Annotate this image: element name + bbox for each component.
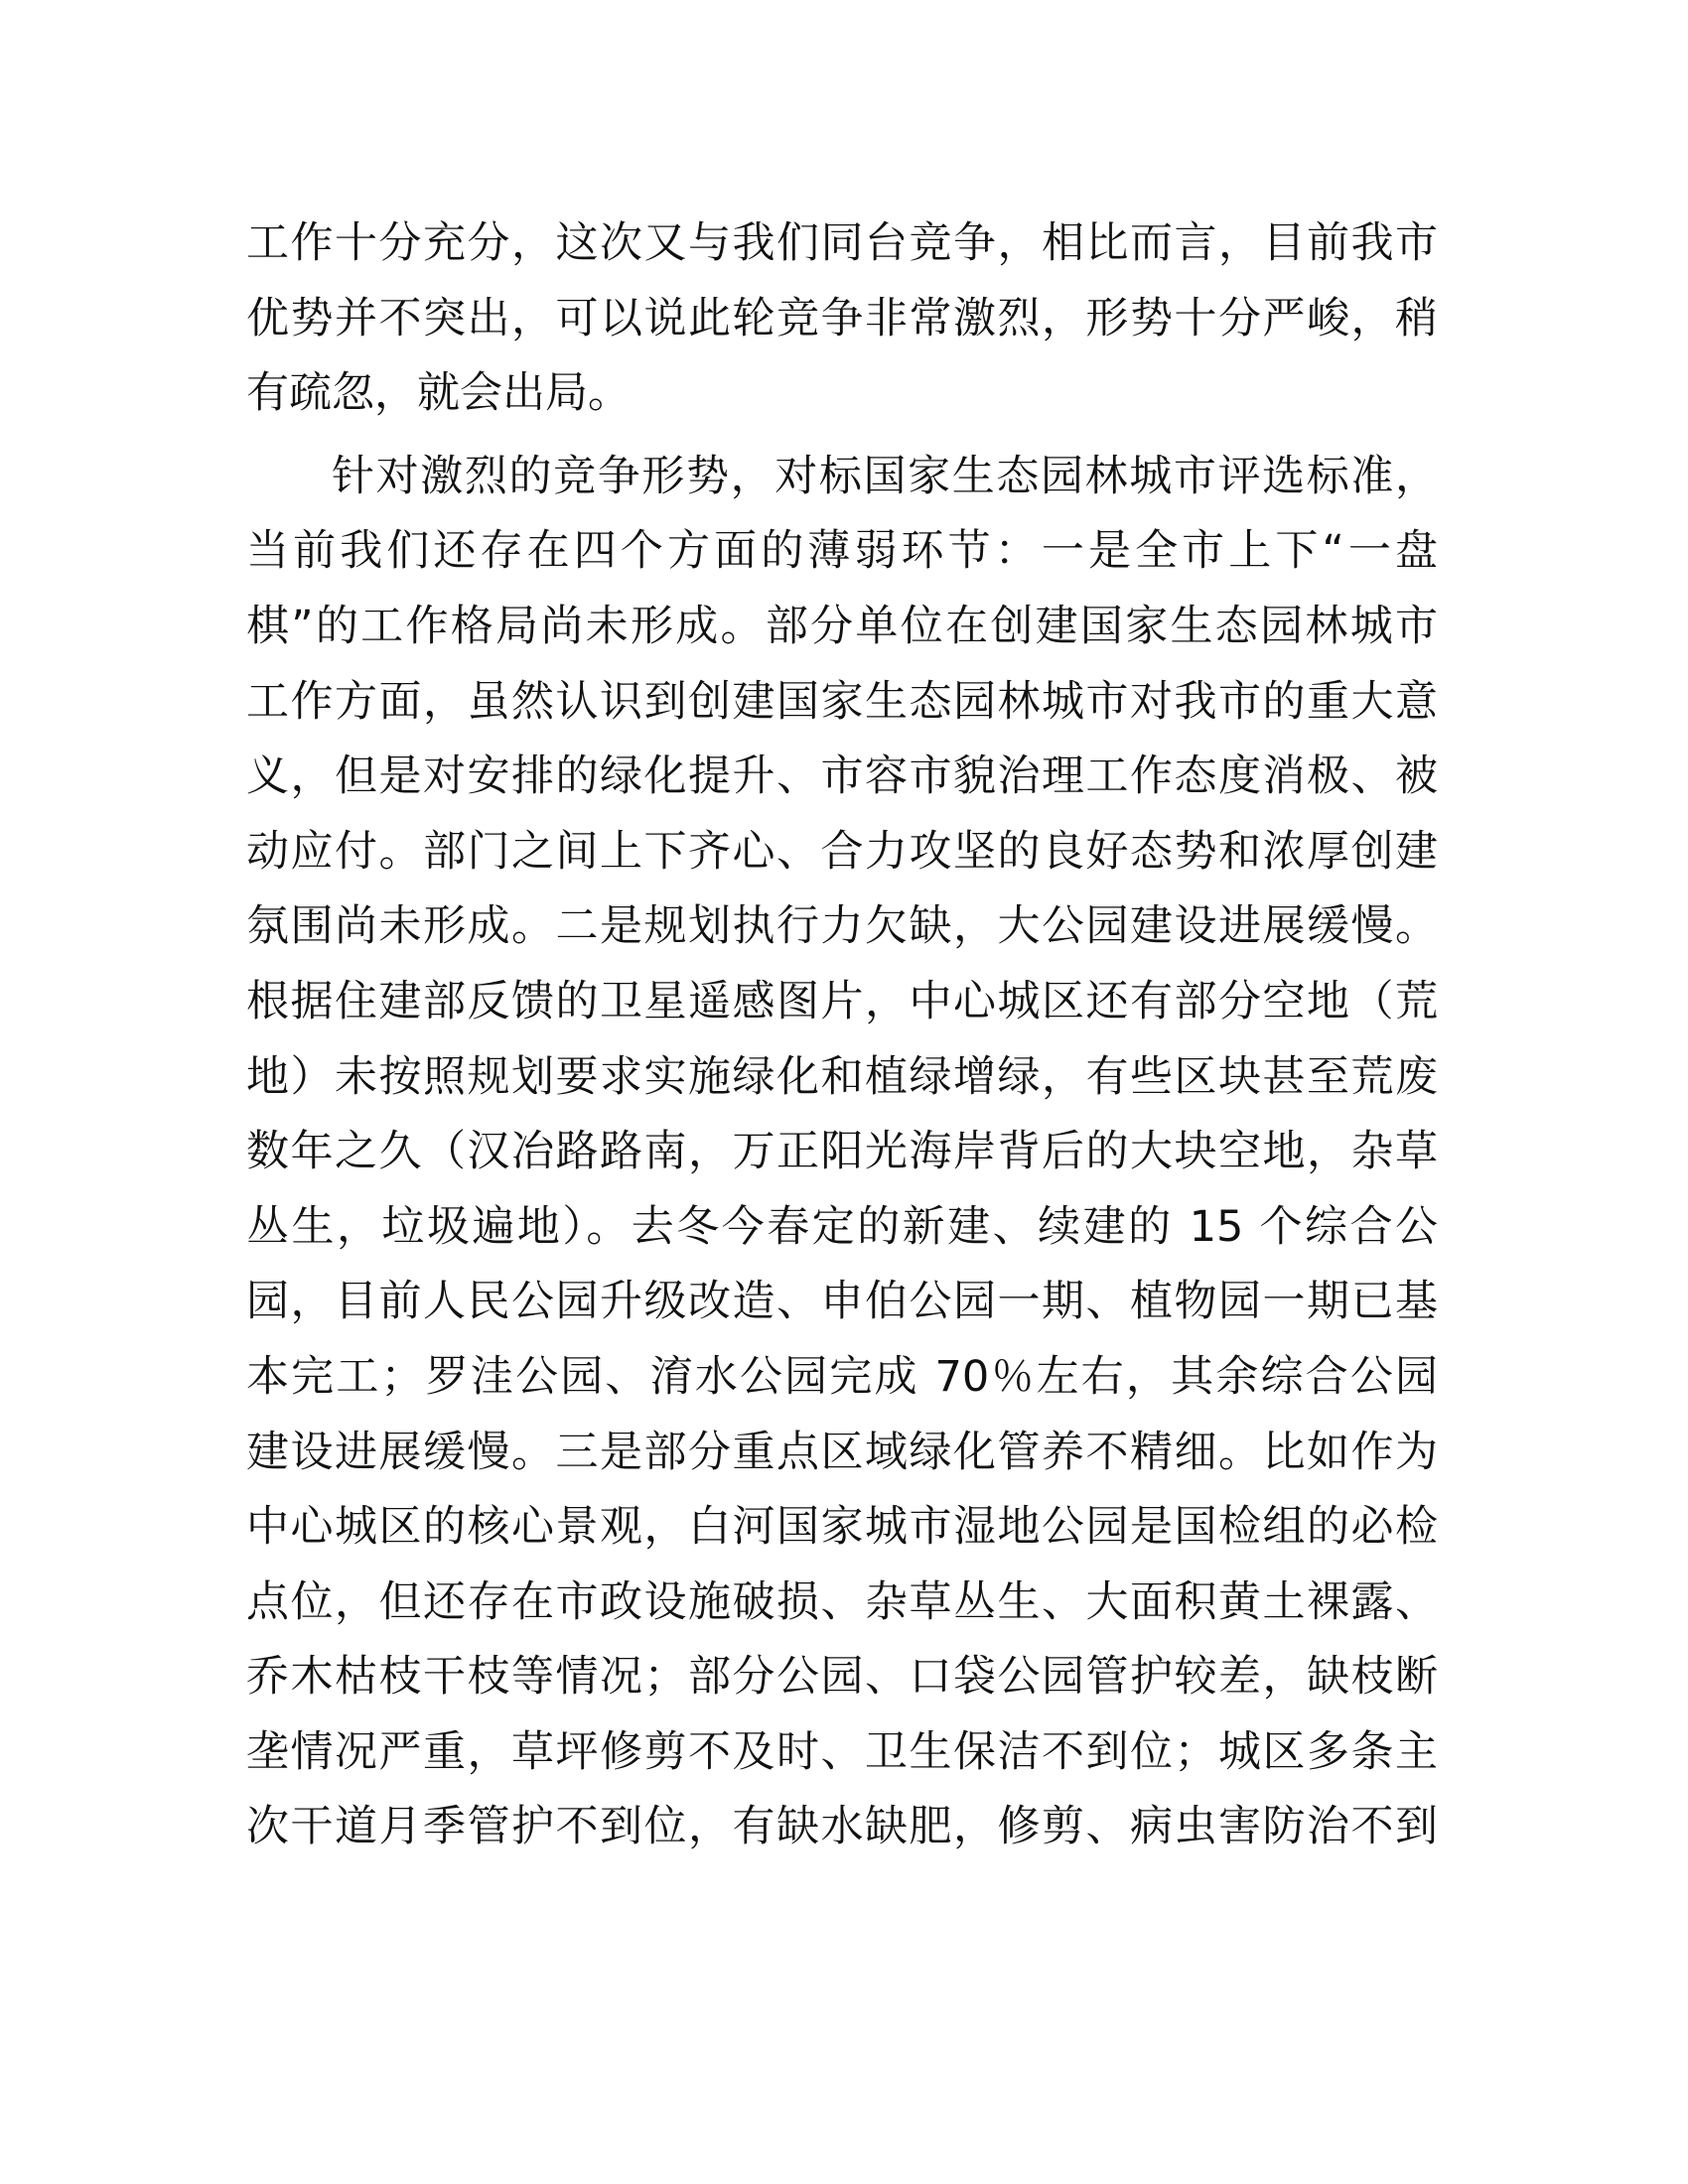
text-line: 建设进展缓慢。三是部分重点区域绿化管养不精细。比如作为 bbox=[246, 1427, 1438, 1477]
text-line: 次干道月季管护不到位，有缺水缺肥，修剪、病虫害防治不到 bbox=[246, 1802, 1438, 1852]
text-line: 乔木枯枝干枝等情况；部分公园、口袋公园管护较差，缺枝断 bbox=[246, 1652, 1438, 1703]
text-line: 地）未按照规划要求实施绿化和植绿增绿，有些区块甚至荒废 bbox=[246, 1051, 1438, 1102]
text-line: 垄情况严重，草坪修剪不及时、卫生保洁不到位；城区多条主 bbox=[246, 1726, 1438, 1777]
text-line: 义，但是对安排的绿化提升、市容市貌治理工作态度消极、被 bbox=[246, 751, 1438, 802]
body-text bbox=[246, 206, 1438, 1865]
text-line: 根据住建部反馈的卫星遥感图片，中心城区还有部分空地（荒 bbox=[246, 976, 1438, 1026]
text-line: 棋”的工作格局尚未形成。部分单位在创建国家生态园林城市 bbox=[246, 601, 1438, 651]
text-line: 数年之久（汉冶路路南，万正阳光海岸背后的大块空地，杂草 bbox=[246, 1127, 1438, 1177]
text-line: 针对激烈的竞争形势，对标国家生态园林城市评选标准， bbox=[332, 451, 1438, 501]
text-line: 氛围尚未形成。二是规划执行力欠缺，大公园建设进展缓慢。 bbox=[246, 901, 1438, 952]
text-line: 动应付。部门之间上下齐心、合力攻坚的良好态势和浓厚创建 bbox=[246, 826, 1438, 877]
text-line: 点位，但还存在市政设施破损、杂草丛生、大面积黄土裸露、 bbox=[246, 1576, 1438, 1627]
text-line: 优势并不突出，可以说此轮竞争非常激烈，形势十分严峻，稍 bbox=[246, 293, 1438, 343]
text-line: 当前我们还存在四个方面的薄弱环节：一是全市上下“一盘 bbox=[246, 526, 1438, 577]
text-line: 本完工；罗洼公园、淯水公园完成 70％左右，其余综合公园 bbox=[246, 1351, 1438, 1402]
text-line: 丛生，垃圾遍地）。去冬今春定的新建、续建的 15 个综合公 bbox=[246, 1201, 1438, 1252]
text-line: 园，目前人民公园升级改造、申伯公园一期、植物园一期已基 bbox=[246, 1277, 1438, 1327]
paragraph bbox=[246, 440, 1438, 1865]
text-line: 工作方面，虽然认识到创建国家生态园林城市对我市的重大意 bbox=[246, 676, 1438, 727]
text-line: 有疏忽，就会出局。 bbox=[246, 368, 631, 419]
text-line: 工作十分充分，这次又与我们同台竞争，相比而言，目前我市 bbox=[246, 218, 1438, 268]
paragraph bbox=[246, 206, 1438, 432]
text-line: 中心城区的核心景观，白河国家城市湿地公园是国检组的必检 bbox=[246, 1502, 1438, 1553]
